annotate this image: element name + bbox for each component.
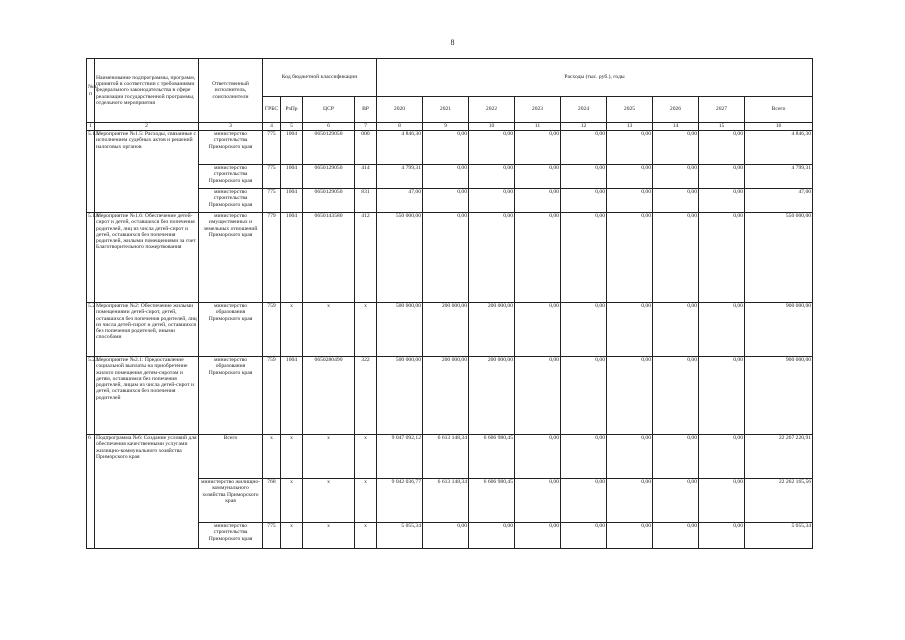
header-year-6: 2026 (653, 97, 699, 123)
cell-vr: x (355, 303, 377, 357)
header-year-5: 2025 (607, 97, 653, 123)
cell-v2023: 0,00 (515, 357, 561, 435)
table-row (87, 303, 813, 357)
cell-grbs: 775 (263, 189, 281, 213)
cell-rzpr: x (281, 303, 303, 357)
cell-v2025: 0,00 (607, 213, 653, 303)
cell-csr: 0650129050 (303, 131, 355, 165)
cell-v2025: 0,00 (607, 435, 653, 479)
column-index: 8 (377, 123, 423, 131)
cell-csr: 0650129050 (303, 165, 355, 189)
cell-v2025: 0,00 (607, 165, 653, 189)
cell-v2023: 0,00 (515, 479, 561, 523)
cell-rzpr: 1004 (281, 357, 303, 435)
cell-v2026: 0,00 (653, 435, 699, 479)
row-responsible: министерство строительства Приморского края (199, 131, 263, 165)
cell-v2022: 6 606 980,45 (469, 479, 515, 523)
cell-grbs: 759 (263, 357, 281, 435)
cell-v2023: 0,00 (515, 165, 561, 189)
header-budget-code: Код бюджетной классификации (263, 59, 377, 97)
cell-vr: x (355, 479, 377, 523)
row-name: Мероприятие №1.6: Обеспечение детей-сирот и детей, оставшихся без попечения родителей, лиц из числа детей-сирот и детей, оставшихся без попечения родителей, жилыми помещениями за счет Благотворительного пожертвования (95, 213, 199, 303)
cell-rzpr: 1004 (281, 213, 303, 303)
header-code-0: ГРБС (263, 97, 281, 123)
cell-v2023: 0,00 (515, 523, 561, 549)
cell-v2020: 9 047 092,12 (377, 435, 423, 479)
cell-v2022: 0,00 (469, 523, 515, 549)
cell-v2026: 0,00 (653, 303, 699, 357)
row-number: 5.2 (87, 303, 95, 357)
cell-v2026: 0,00 (653, 479, 699, 523)
column-index: 9 (423, 123, 469, 131)
cell-v2020: 47,00 (377, 189, 423, 213)
header-num: №п/п (87, 59, 95, 123)
column-index: 5 (281, 123, 303, 131)
cell-total: 47,00 (745, 189, 813, 213)
cell-grbs: 775 (263, 523, 281, 549)
cell-grbs: x (263, 435, 281, 479)
row-number: 5.1.5 (87, 131, 95, 213)
column-index: 4 (263, 123, 281, 131)
cell-v2024: 0,00 (561, 131, 607, 165)
column-index: 14 (653, 123, 699, 131)
header-year-2: 2022 (469, 97, 515, 123)
row-responsible: Всего (199, 435, 263, 479)
cell-v2027: 0,00 (699, 523, 745, 549)
cell-grbs: 779 (263, 213, 281, 303)
row-name: Мероприятие №2: Обеспечение жилыми помещениями детей-сирот, детей, оставшихся без попечения родителей, лиц из числа детей-сирот и детей, оставшихся без попечения родителей, иными способами (95, 303, 199, 357)
cell-v2024: 0,00 (561, 213, 607, 303)
header-responsible: Ответственный исполнитель, соисполнители (199, 59, 263, 123)
cell-v2026: 0,00 (653, 357, 699, 435)
cell-v2027: 0,00 (699, 479, 745, 523)
cell-grbs: 759 (263, 303, 281, 357)
row-name: Мероприятие №1.5: Расходы, связанные с исполнением судебных актов и решений налоговых органов (95, 131, 199, 213)
column-index: 6 (303, 123, 355, 131)
header-code-2: ЦСР (303, 97, 355, 123)
column-index: 11 (515, 123, 561, 131)
cell-v2022: 200 000,00 (469, 357, 515, 435)
cell-v2024: 0,00 (561, 165, 607, 189)
cell-total: 22 267 220,91 (745, 435, 813, 479)
cell-vr: 831 (355, 189, 377, 213)
cell-v2022: 6 606 980,45 (469, 435, 515, 479)
cell-v2021: 0,00 (423, 131, 469, 165)
row-responsible: министерство образования Приморского края (199, 357, 263, 435)
cell-v2024: 0,00 (561, 523, 607, 549)
cell-v2024: 0,00 (561, 435, 607, 479)
cell-v2027: 0,00 (699, 357, 745, 435)
cell-rzpr: x (281, 479, 303, 523)
column-index: 2 (95, 123, 199, 131)
cell-v2025: 0,00 (607, 479, 653, 523)
cell-v2023: 0,00 (515, 189, 561, 213)
cell-v2025: 0,00 (607, 303, 653, 357)
cell-v2020: 500 000,00 (377, 303, 423, 357)
cell-v2027: 0,00 (699, 435, 745, 479)
cell-v2024: 0,00 (561, 479, 607, 523)
header-year-3: 2023 (515, 97, 561, 123)
column-index: 10 (469, 123, 515, 131)
row-responsible: министерство образования Приморского края (199, 303, 263, 357)
header-year-8: Всего (745, 97, 813, 123)
cell-v2024: 0,00 (561, 357, 607, 435)
table-row (87, 357, 813, 435)
cell-v2023: 0,00 (515, 303, 561, 357)
cell-total: 900 000,00 (745, 303, 813, 357)
cell-v2021: 200 000,00 (423, 357, 469, 435)
cell-csr: 0650143580 (303, 213, 355, 303)
cell-v2020: 5 055,34 (377, 523, 423, 549)
cell-v2021: 0,00 (423, 165, 469, 189)
cell-v2027: 0,00 (699, 213, 745, 303)
cell-v2027: 0,00 (699, 189, 745, 213)
row-number: 6 (87, 435, 95, 549)
cell-vr: x (355, 435, 377, 479)
cell-v2022: 0,00 (469, 131, 515, 165)
cell-rzpr: 1004 (281, 165, 303, 189)
cell-csr: x (303, 523, 355, 549)
cell-grbs: 775 (263, 131, 281, 165)
column-index: 15 (699, 123, 745, 131)
page-number: 8 (450, 38, 455, 47)
cell-rzpr: x (281, 523, 303, 549)
cell-v2027: 0,00 (699, 303, 745, 357)
table-row (87, 213, 813, 303)
cell-v2021: 6 613 148,34 (423, 435, 469, 479)
column-index: 12 (561, 123, 607, 131)
cell-v2020: 4 799,31 (377, 165, 423, 189)
cell-vr: 414 (355, 165, 377, 189)
cell-v2025: 0,00 (607, 189, 653, 213)
row-responsible: министерство имущественных и земельных отношений Приморского края (199, 213, 263, 303)
header-year-7: 2027 (699, 97, 745, 123)
cell-total: 900 000,00 (745, 357, 813, 435)
cell-v2020: 550 000,00 (377, 213, 423, 303)
column-index: 13 (607, 123, 653, 131)
cell-rzpr: 1004 (281, 189, 303, 213)
row-name: Подпрограмма №6: Создание условий для обеспечения качественными услугами жилищно-коммунального хозяйства Приморского края (95, 435, 199, 549)
row-responsible: министерство строительства Приморского края (199, 189, 263, 213)
cell-v2026: 0,00 (653, 213, 699, 303)
cell-csr: x (303, 435, 355, 479)
cell-rzpr: x (281, 435, 303, 479)
table-row (87, 131, 813, 165)
column-index: 7 (355, 123, 377, 131)
row-number: 5.1.6 (87, 213, 95, 303)
row-responsible: министерство строительства Приморского края (199, 165, 263, 189)
cell-v2026: 0,00 (653, 523, 699, 549)
cell-vr: x (355, 523, 377, 549)
cell-vr: 412 (355, 213, 377, 303)
cell-grbs: 768 (263, 479, 281, 523)
row-responsible: министерство жилищно-коммунального хозяйства Приморского края (199, 479, 263, 523)
cell-v2021: 0,00 (423, 523, 469, 549)
cell-total: 4 799,31 (745, 165, 813, 189)
cell-v2020: 500 000,00 (377, 357, 423, 435)
cell-total: 5 055,34 (745, 523, 813, 549)
cell-v2022: 0,00 (469, 189, 515, 213)
header-year-4: 2024 (561, 97, 607, 123)
cell-v2025: 0,00 (607, 131, 653, 165)
cell-vr: 000 (355, 131, 377, 165)
cell-v2022: 0,00 (469, 165, 515, 189)
cell-csr: 0650129050 (303, 189, 355, 213)
cell-v2021: 0,00 (423, 213, 469, 303)
header-name: Наименование подпрограммы, программ, принятой в соответствии с требованиями федерального законодательства в сфере реализации государственной программы, отдельного мероприятия (95, 59, 199, 123)
cell-v2023: 0,00 (515, 131, 561, 165)
cell-v2026: 0,00 (653, 189, 699, 213)
cell-v2024: 0,00 (561, 189, 607, 213)
cell-total: 4 846,30 (745, 131, 813, 165)
row-number: 5.2.1 (87, 357, 95, 435)
cell-v2021: 200 000,00 (423, 303, 469, 357)
cell-grbs: 775 (263, 165, 281, 189)
cell-v2027: 0,00 (699, 165, 745, 189)
cell-csr: 0650280490 (303, 357, 355, 435)
cell-v2025: 0,00 (607, 523, 653, 549)
row-responsible: министерство строительства Приморского края (199, 523, 263, 549)
header-expenses: Расходы (тыс. руб.), годы (377, 59, 813, 97)
cell-v2022: 0,00 (469, 213, 515, 303)
cell-v2024: 0,00 (561, 303, 607, 357)
cell-csr: x (303, 479, 355, 523)
table-row (87, 435, 813, 479)
cell-v2021: 0,00 (423, 189, 469, 213)
cell-v2027: 0,00 (699, 131, 745, 165)
header-year-0: 2020 (377, 97, 423, 123)
cell-v2021: 6 613 148,34 (423, 479, 469, 523)
cell-v2026: 0,00 (653, 165, 699, 189)
header-code-1: РзПр (281, 97, 303, 123)
cell-v2025: 0,00 (607, 357, 653, 435)
cell-csr: x (303, 303, 355, 357)
cell-v2023: 0,00 (515, 213, 561, 303)
header-code-3: ВР (355, 97, 377, 123)
cell-total: 550 000,00 (745, 213, 813, 303)
cell-v2020: 4 846,30 (377, 131, 423, 165)
cell-v2022: 200 000,00 (469, 303, 515, 357)
column-index: 16 (745, 123, 813, 131)
column-index: 3 (199, 123, 263, 131)
row-name: Мероприятие №2.1: Предоставление социальной выплаты на приобретение жилого помещения детям-сиротам и детям, оставшимся без попечения родителей, лицам из числа детей-сирот и детей, оставшихся без попечения родителей (95, 357, 199, 435)
header-year-1: 2021 (423, 97, 469, 123)
cell-v2026: 0,00 (653, 131, 699, 165)
cell-total: 22 262 165,56 (745, 479, 813, 523)
column-index: 1 (87, 123, 95, 131)
budget-table (86, 58, 813, 549)
cell-v2020: 9 042 036,77 (377, 479, 423, 523)
cell-rzpr: 1004 (281, 131, 303, 165)
cell-vr: 322 (355, 357, 377, 435)
cell-v2023: 0,00 (515, 435, 561, 479)
